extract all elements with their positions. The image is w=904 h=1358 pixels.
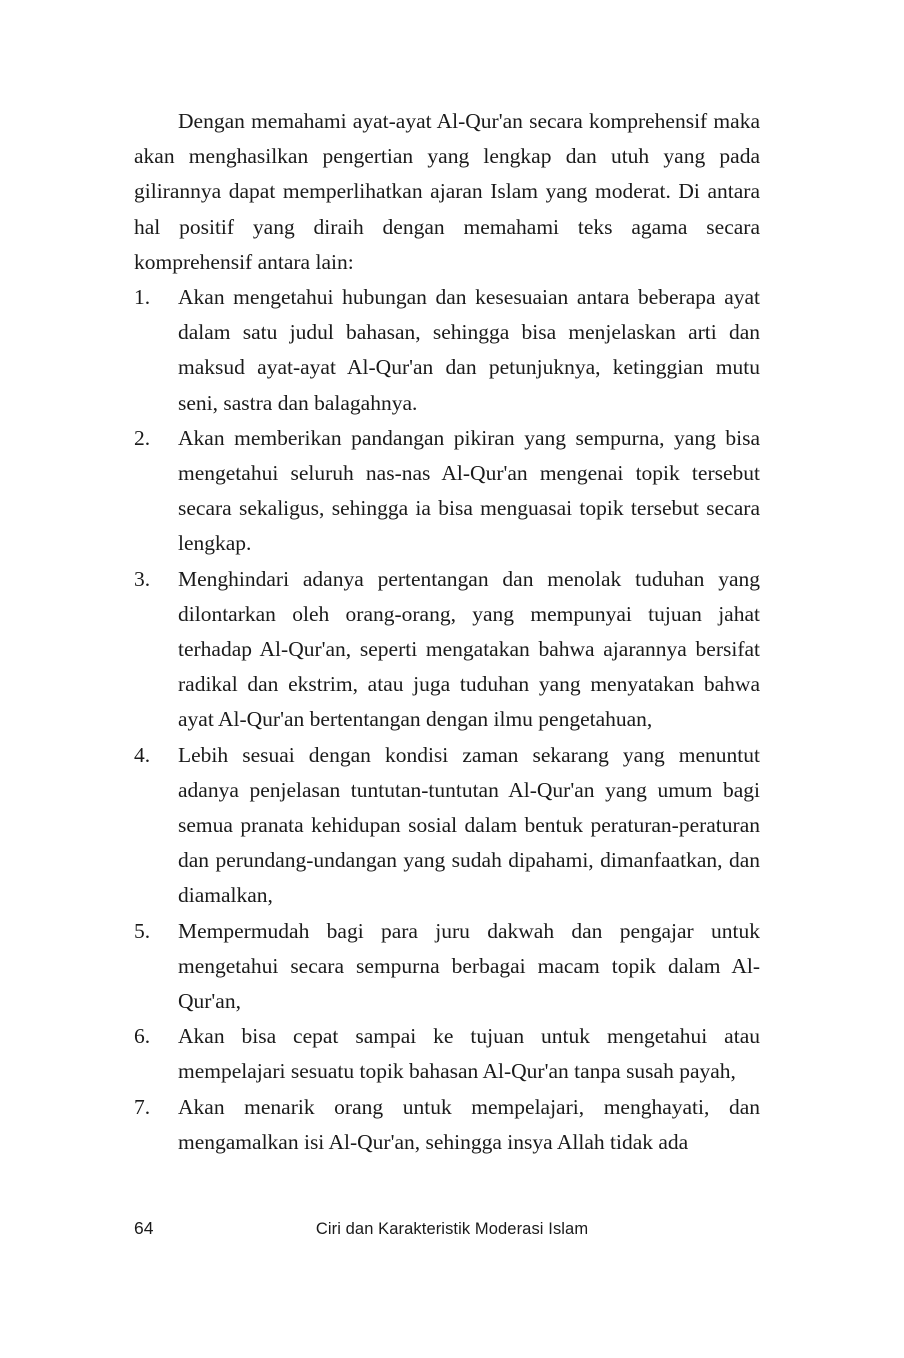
list-item-text: Akan bisa cepat sampai ke tujuan untuk mengetahui atau mempelajari sesuatu topik bahasan Al-Qur'an tanpa susah payah, — [178, 1024, 760, 1084]
page-number: 64 — [134, 1218, 154, 1238]
page-body — [134, 104, 760, 1160]
list-item-marker: 2. — [134, 425, 151, 450]
list-item — [134, 1019, 760, 1089]
list-item — [134, 562, 760, 738]
list-item — [134, 280, 760, 421]
list-item — [134, 914, 760, 1020]
list-item-marker: 3. — [134, 566, 151, 591]
running-head: Ciri dan Karakteristik Moderasi Islam — [315, 1220, 589, 1238]
numbered-list — [134, 280, 760, 1160]
list-item-marker: 6. — [134, 1024, 151, 1049]
list-item-text: Mempermudah bagi para juru dakwah dan pengajar untuk mengetahui secara sempurna berbagai macam topik dalam Al-Qur'an, — [178, 918, 760, 1014]
list-item — [134, 1090, 760, 1160]
list-item-text: Akan mengetahui hubungan dan kesesuaian antara beberapa ayat dalam satu judul bahasan, sehingga bisa menjelaskan arti dan maksud ayat-ayat Al-Qur'an dan petunjuknya, ketinggian mutu seni, sastra dan balagahnya. — [178, 285, 760, 415]
list-item — [134, 738, 760, 914]
list-item-marker: 4. — [134, 742, 151, 767]
list-item-text: Menghindari adanya pertentangan dan menolak tuduhan yang dilontarkan oleh orang-orang, yang mempunyai tujuan jahat terhadap Al-Qur'an, seperti mengatakan bahwa ajarannya bersifat radikal dan ekstrim, atau juga tuduhan yang menyatakan bahwa ayat Al-Qur'an bertentangan dengan ilmu pengetahuan, — [178, 566, 760, 732]
list-item — [134, 421, 760, 562]
list-item-marker: 7. — [134, 1094, 151, 1119]
page-footer — [134, 1218, 770, 1248]
list-item-marker: 1. — [134, 285, 151, 310]
intro-paragraph: Dengan memahami ayat-ayat Al-Qur'an secara komprehensif maka akan menghasilkan pengertian yang lengkap dan utuh yang pada gilirannya dapat memperlihatkan ajaran Islam yang moderat. Di antara hal positif yang diraih dengan memahami teks agama secara komprehensif antara lain: — [134, 109, 760, 274]
list-item-text: Akan memberikan pandangan pikiran yang sempurna, yang bisa mengetahui seluruh nas-nas Al-Qur'an mengenai topik tersebut secara sekaligus, sehingga ia bisa menguasai topik tersebut secara lengkap. — [178, 425, 760, 556]
list-item-marker: 5. — [134, 918, 151, 943]
list-item-text: Lebih sesuai dengan kondisi zaman sekarang yang menuntut adanya penjelasan tuntutan-tuntutan Al-Qur'an yang umum bagi semua pranata kehidupan sosial dalam bentuk peraturan-peraturan dan perundang-undangan yang sudah dipahami, dimanfaatkan, dan diamalkan, — [178, 742, 760, 908]
list-item-text: Akan menarik orang untuk mempelajari, menghayati, dan mengamalkan isi Al-Qur'an, sehingga insya Allah tidak ada — [178, 1094, 760, 1154]
